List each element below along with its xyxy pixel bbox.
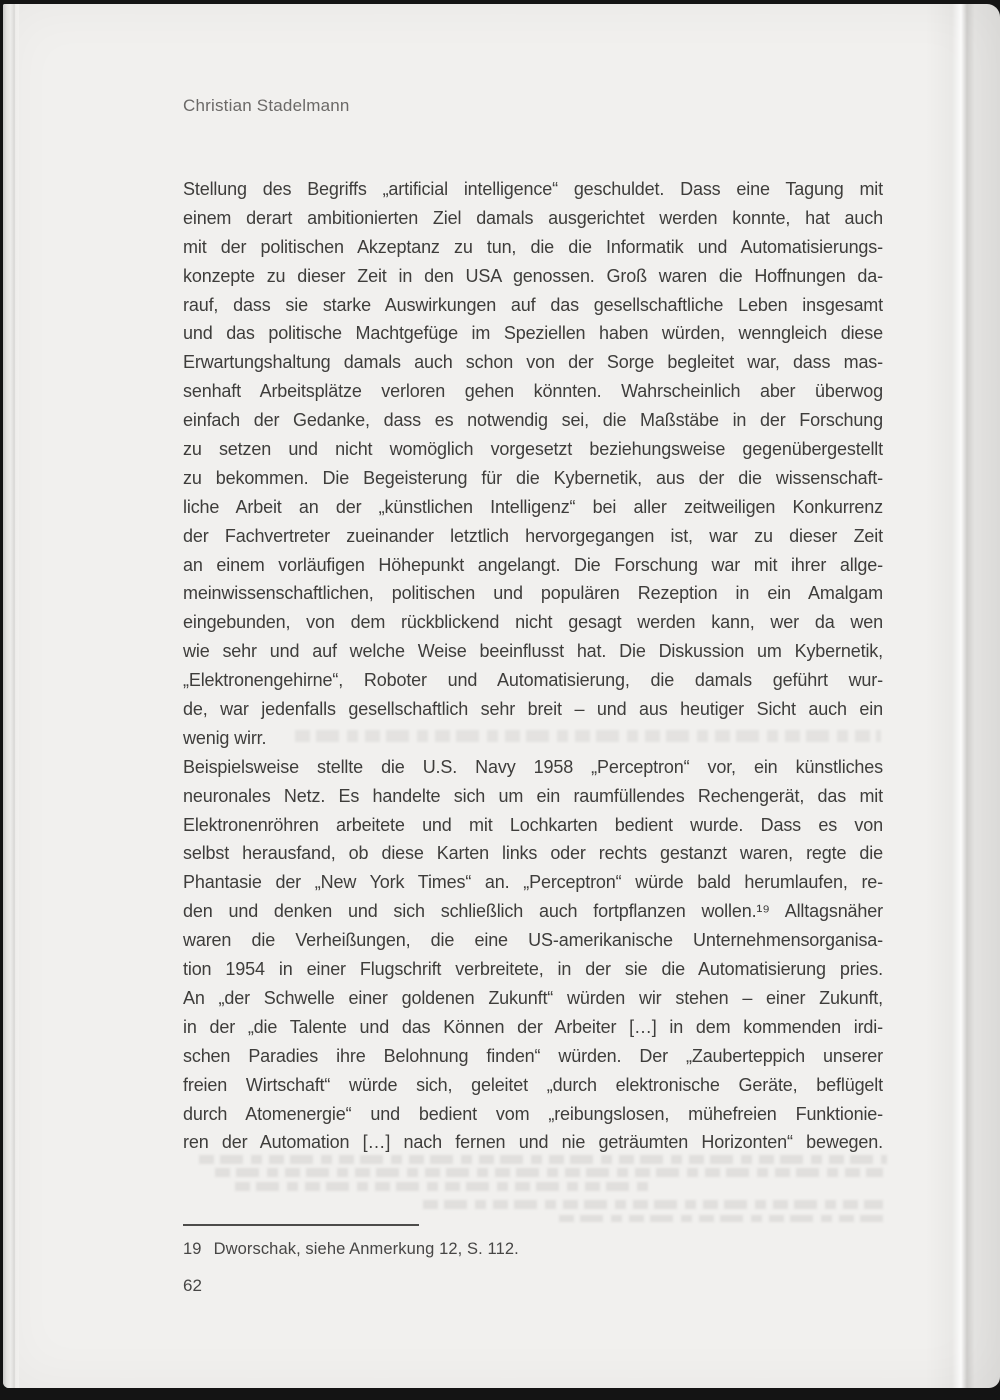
text-line: Phantasie der „New York Times“ an. „Perceptron“ würde bald herumlaufen, re- [183, 872, 883, 893]
footnote-marker: 19 [183, 1240, 202, 1258]
text-line: waren die Verheißungen, die eine US-amerikanische Unternehmensorganisa- [183, 930, 883, 951]
page-left-edge [3, 4, 19, 1388]
bleed-through-text [199, 1155, 887, 1164]
text-line: de, war jedenfalls gesellschaftlich sehr breit – und aus heutiger Sicht auch ein [183, 699, 883, 720]
text-line: konzepte zu dieser Zeit in den USA genossen. Groß waren die Hoffnungen da- [183, 265, 883, 286]
footnote-rule [183, 1224, 419, 1226]
footnote [183, 1240, 519, 1259]
text-line: einem derart ambitionierten Ziel damals ausgerichtet werden konnte, hat auch [183, 207, 883, 228]
text-line: rauf, dass sie starke Auswirkungen auf das gesellschaftliche Leben insgesamt [183, 294, 883, 315]
text-line: der Fachvertreter zueinander letztlich hervorgegangen ist, war zu dieser Zeit [183, 525, 883, 546]
text-line: ren der Automation […] nach fernen und nie geträumten Horizonten“ bewegen. [183, 1132, 883, 1153]
text-line: An „der Schwelle einer goldenen Zukunft“ würden wir stehen – einer Zukunft, [183, 987, 883, 1008]
running-header-author: Christian Stadelmann [183, 96, 350, 115]
bleed-through-text [235, 1182, 655, 1191]
bleed-through-text [295, 730, 881, 742]
text-line: „Elektronengehirne“, Roboter und Automatisierung, die damals geführt wur- [183, 670, 883, 691]
text-line: den und denken und sich schließlich auch fortpflanzen wollen.¹⁹ Alltagsnäher [183, 901, 883, 922]
text-line: einfach der Gedanke, dass es notwendig sei, die Maßstäbe in der Forschung [183, 410, 883, 431]
text-line: freien Wirtschaft“ würde sich, geleitet „durch elektronische Geräte, beflügelt [183, 1074, 883, 1095]
text-line: an einem vorläufigen Höhepunkt angelangt. Die Forschung war mit ihrer allge- [183, 554, 883, 575]
text-line: eingebunden, von dem rückblickend nicht gesagt werden kann, wer da wen [183, 612, 883, 633]
text-line: und das politische Machtgefüge im Speziellen haben würden, wenngleich diese [183, 323, 883, 344]
bleed-through-text [423, 1200, 883, 1209]
body-text-block [183, 175, 883, 1157]
text-line: tion 1954 in einer Flugschrift verbreitete, in der sie die Automatisierung pries. [183, 959, 883, 980]
text-line: schen Paradies ihre Belohnung finden“ würden. Der „Zauberteppich unserer [183, 1045, 883, 1066]
text-line: wie sehr und auf welche Weise beeinflusst hat. Die Diskussion um Kybernetik, [183, 641, 883, 662]
text-line: senhaft Arbeitsplätze verloren gehen könnten. Wahrscheinlich aber überwog [183, 381, 883, 402]
page-number: 62 [183, 1276, 202, 1295]
text-line: zu bekommen. Die Begeisterung für die Kybernetik, aus der die wissenschaft- [183, 467, 883, 488]
text-line: durch Atomenergie“ und bedient vom „reibungslosen, mühefreien Funktionie- [183, 1103, 883, 1124]
text-line: Beispielsweise stellte die U.S. Navy 1958 „Perceptron“ vor, ein künstliches [183, 756, 883, 777]
text-line: in der „die Talente und das Können der Arbeiter […] in dem kommenden irdi- [183, 1016, 883, 1037]
text-line: neuronales Netz. Es handelte sich um ein raumfüllendes Rechengerät, das mit [183, 785, 883, 806]
text-line: selbst herausfand, ob diese Karten links oder rechts gestanzt waren, regte die [183, 843, 883, 864]
text-line: wenig wirr. [183, 727, 267, 748]
text-line: Stellung des Begriffs „artificial intelligence“ geschuldet. Dass eine Tagung mit [183, 179, 883, 199]
text-line: liche Arbeit an der „künstlichen Intelligenz“ bei aller zeitweiligen Konkurrenz [183, 496, 883, 517]
text-line: meinwissenschaftlichen, politischen und populären Rezeption in ein Amalgam [183, 583, 883, 604]
bleed-through-text [559, 1215, 883, 1222]
text-line: Erwartungshaltung damals auch schon von der Sorge begleitet war, dass mas- [183, 352, 883, 373]
bleed-through-text [215, 1168, 883, 1177]
text-line: mit der politischen Akzeptanz zu tun, die die Informatik und Automatisierungs- [183, 236, 883, 257]
footnote-text: Dworschak, siehe Anmerkung 12, S. 112. [213, 1240, 519, 1258]
page-gutter-crease [925, 4, 1000, 1388]
text-line: Elektronenröhren arbeitete und mit Lochkarten bedient wurde. Dass es von [183, 814, 883, 835]
book-page [3, 4, 1000, 1388]
text-line: zu setzen und nicht womöglich vorgesetzt beziehungsweise gegenübergestellt [183, 439, 883, 460]
